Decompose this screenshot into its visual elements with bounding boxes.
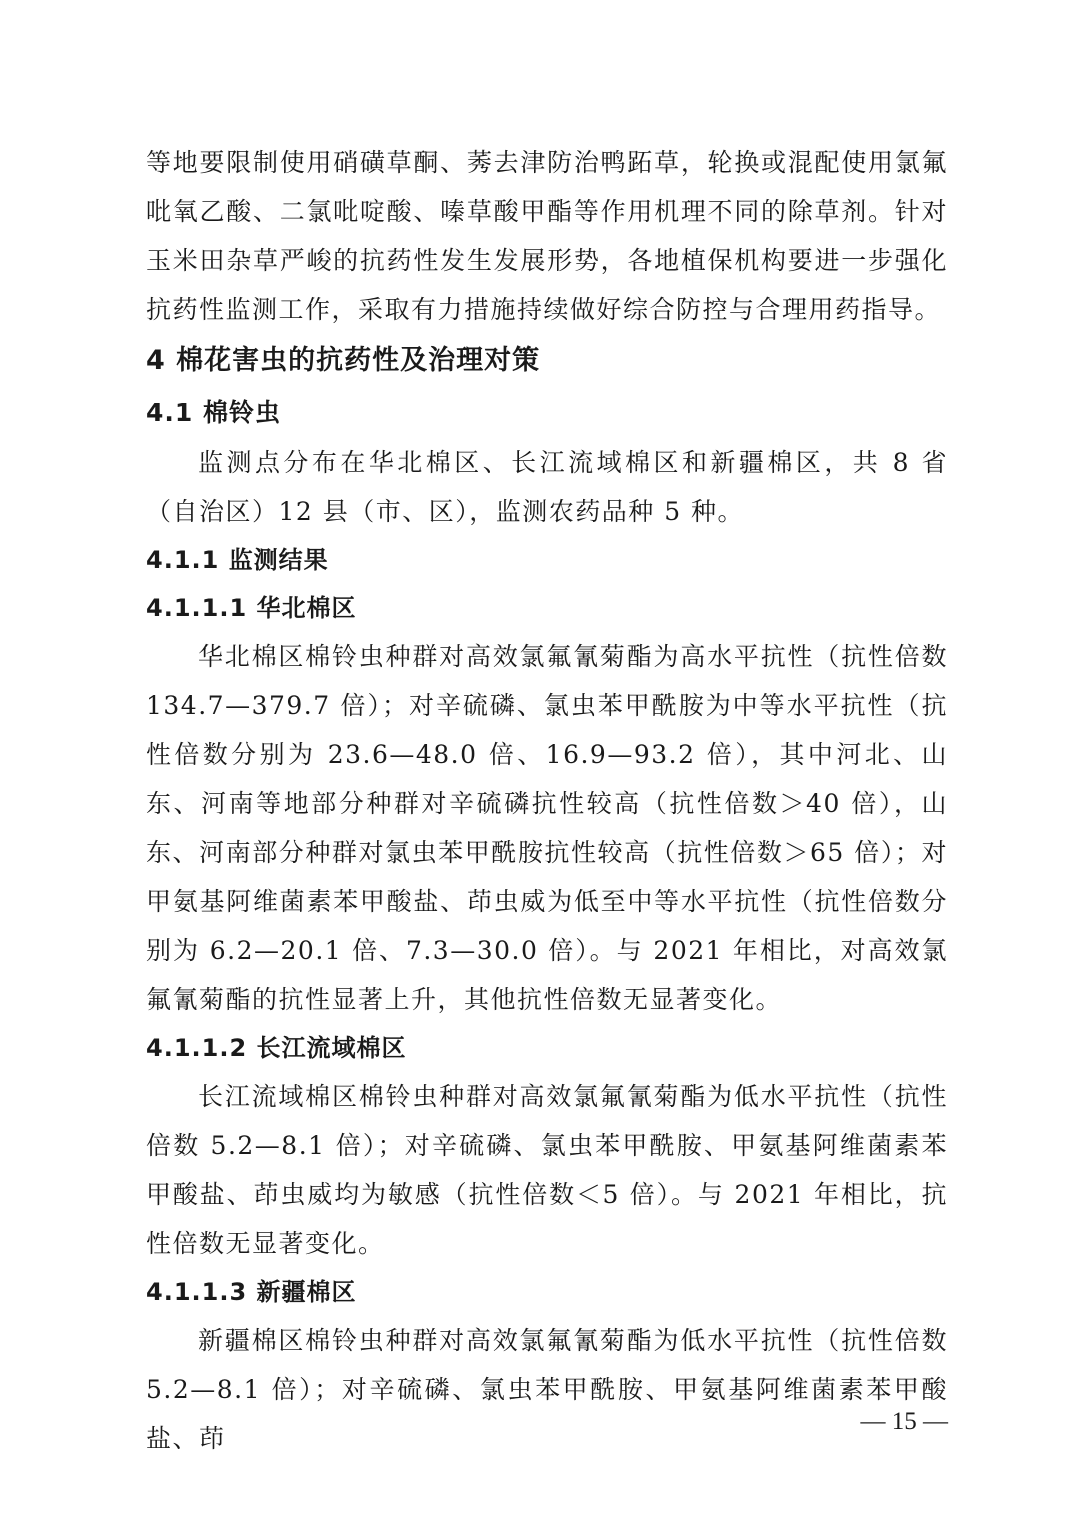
subsection-heading-monitoring-results: 4.1.1 监测结果: [146, 546, 329, 574]
subsection-heading-xinjiang: 4.1.1.3 新疆棉区: [146, 1278, 357, 1306]
page-content: [146, 138, 948, 1463]
paragraph-xinjiang-results: 新疆棉区棉铃虫种群对高效氯氟氰菊酯为低水平抗性（抗性倍数 5.2—8.1 倍）；对辛硫磷、氯虫苯甲酰胺、甲氨基阿维菌素苯甲酸盐、茚: [146, 1326, 948, 1453]
subsection-heading-yangtze: 4.1.1.2 长江流域棉区: [146, 1034, 407, 1062]
subsection-heading-cotton-bollworm: 4.1 棉铃虫: [146, 398, 281, 427]
section-heading-cotton-pests: 4 棉花害虫的抗药性及治理对策: [146, 345, 541, 376]
paragraph-monitoring-points: 监测点分布在华北棉区、长江流域棉区和新疆棉区，共 8 省（自治区）12 县（市、区），监测农药品种 5 种。: [146, 448, 948, 526]
subsection-heading-north-china: 4.1.1.1 华北棉区: [146, 594, 357, 622]
paragraph-herbicide-continuation: 等地要限制使用硝磺草酮、莠去津防治鸭跖草，轮换或混配使用氯氟吡氧乙酸、二氯吡啶酸、嗪草酸甲酯等作用机理不同的除草剂。针对玉米田杂草严峻的抗药性发生发展形势，各地植保机构要进一步强化抗药性监测工作，采取有力措施持续做好综合防控与合理用药指导。: [146, 148, 948, 324]
page-number: — 15 —: [860, 1408, 948, 1435]
paragraph-north-china-results: 华北棉区棉铃虫种群对高效氯氟氰菊酯为高水平抗性（抗性倍数 134.7—379.7 倍）；对辛硫磷、氯虫苯甲酰胺为中等水平抗性（抗性倍数分别为 23.6—48.0 倍、16.9—93.2 倍），其中河北、山东、河南等地部分种群对辛硫磷抗性较高（抗性倍数＞40 倍），山东、河南部分种群对氯虫苯甲酰胺抗性较高（抗性倍数＞65 倍）；对甲氨基阿维菌素苯甲酸盐、茚虫威为低至中等水平抗性（抗性倍数分别为 6.2—20.1 倍、7.3—30.0 倍）。与 2021 年相比，对高效氯氟氰菊酯的抗性显著上升，其他抗性倍数无显著变化。: [146, 642, 949, 1014]
paragraph-yangtze-results: 长江流域棉区棉铃虫种群对高效氯氟氰菊酯为低水平抗性（抗性倍数 5.2—8.1 倍）；对辛硫磷、氯虫苯甲酰胺、甲氨基阿维菌素苯甲酸盐、茚虫威均为敏感（抗性倍数＜5 倍）。与 2021 年相比，抗性倍数无显著变化。: [146, 1082, 948, 1258]
